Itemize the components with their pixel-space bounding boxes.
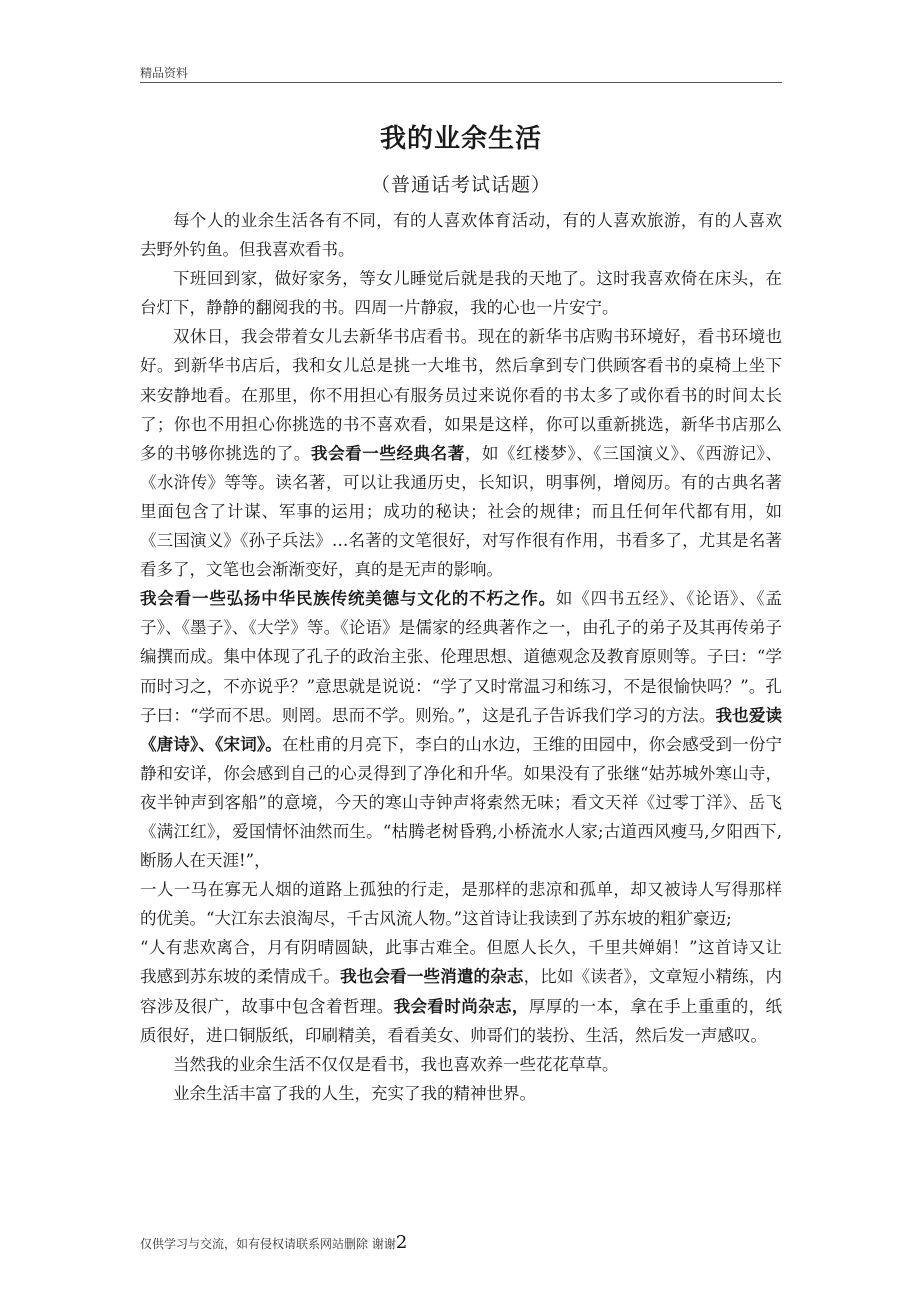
- paragraph-6-text-c: ，比如《读者》，文章短小精练，内容涉及很广，故事中包含着哲理。: [140, 967, 783, 1016]
- paragraph-4-text-d: 在杜甫的月亮下，李白的山水边，王维的田园中，你会感受到一份宁静和安详，你会感到自己的心灵得到了净化和升华。如果没有了张继“姑苏城外寒山寺，夜半钟声到客船”的意境，今天的寒山寺钟声将索然无味；看文天祥《过零丁洋》、岳飞《满江红》，爱国情怀油然而生。“枯腾老树昏鸦,小桥流水人家;古道西风瘦马,夕阳西下,断肠人在天涯!”，: [140, 734, 783, 871]
- paragraph-6: [140, 933, 782, 1049]
- paragraph-3-text-a: 双休日，我会带着女儿去新华书店看书。现在的新华书店购书环境好，看书环境也好。到新华书店后，我和女儿总是挑一大堆书，然后拿到专门供顾客看书的桌椅上坐下来安静地看。在那里，你不用担心有服务员过来说你看的书太多了或你看书的时间太长了；你也不用担心你挑选的书不喜欢看，如果是这样，你可以重新挑选，新华书店那么多的书够你挑选的了。: [140, 327, 782, 463]
- paragraph-6-text-e: 厚厚的一本，拿在手上重重的，纸质很好，进口铜版纸，印刷精美，看看美女、帅哥们的装扮、生活，然后发一声感叹。: [140, 996, 783, 1045]
- paragraph-1: 每个人的业余生活各有不同，有的人喜欢体育活动，有的人喜欢旅游，有的人喜欢去野外钓鱼。但我喜欢看书。: [140, 211, 782, 260]
- paragraph-4-bold-heritage: 我会看一些弘扬中华民族传统美德与文化的不朽之作。: [140, 589, 556, 609]
- footer-disclaimer: 仅供学习与交流，如有侵权请联系网站删除 谢谢: [140, 1237, 396, 1251]
- footer: [140, 1232, 407, 1253]
- paragraph-5: 一人一马在寡无人烟的道路上孤独的行走，是那样的悲凉和孤单，却又被诗人写得那样的优美。“大江东去浪淘尽，千古风流人物。”这首诗让我读到了苏东坡的粗犷豪迈;: [140, 880, 782, 929]
- paragraph-4-bold-poetry: 我也爱读《唐诗》、《宋词》。: [140, 705, 783, 754]
- paragraph-4-text-b: 如《四书五经》、《论语》、《孟子》、《墨子》、《大学》等。《论语》是儒家的经典著作之一，由孔子的弟子及其再传弟子编撰而成。集中体现了孔子的政治主张、伦理思想、道德观念及教育原则等。子曰：“学而时习之，不亦说乎？”意思就是说说：“学了又时常温习和练习，不是很愉快吗？”。孔子曰：“学而不思。则罔。思而不学。则殆。”，这是孔子告诉我们学习的方法。: [140, 589, 783, 725]
- paragraph-6-bold-magazines: 我也会看一些消遣的杂志: [340, 967, 524, 987]
- paragraph-4: [140, 584, 782, 875]
- paragraph-3: [140, 322, 782, 584]
- header-divider: [140, 82, 782, 83]
- paragraph-3-bold-classics: 我会看一些经典名著: [310, 443, 465, 463]
- header-label: 精品资料: [140, 66, 189, 80]
- paragraph-3-text-c: ，如《红楼梦》、《三国演义》、《西游记》、《水浒传》等等。读名著，可以让我通历史，长知识，明事例，增阅历。有的古典名著里面包含了计谋、军事的运用；成功的秘诀；社会的规律；而且任何年代都有用，如《三国演义》《孙子兵法》…名著的文笔很好，对写作很有作用，书看多了，尤其是名著看多了，文笔也会渐渐变好，真的是无声的影响。: [140, 443, 783, 580]
- paragraph-2: 下班回到家，做好家务，等女儿睡觉后就是我的天地了。这时我喜欢倚在床头，在台灯下，静静的翻阅我的书。四周一片静寂，我的心也一片安宁。: [140, 269, 782, 318]
- paragraph-6-bold-fashion: 我会看时尚杂志，: [393, 996, 529, 1016]
- paragraph-6-text-a: “人有悲欢离合，月有阴晴圆缺，此事古难全。但愿人长久，千里共婵娟！”这首诗又让我感到苏东坡的柔情成千。: [140, 938, 782, 987]
- document-body: [140, 206, 782, 1108]
- paragraph-8: 业余生活丰富了我的人生，充实了我的精神世界。: [173, 1083, 536, 1103]
- page-number: 2: [395, 1232, 408, 1253]
- paragraph-7: 当然我的业余生活不仅仅是看书，我也喜欢养一些花花草草。: [173, 1054, 619, 1074]
- document-title: 我的业余生活: [379, 124, 542, 154]
- document-subtitle: （普通话考试话题）: [370, 174, 551, 196]
